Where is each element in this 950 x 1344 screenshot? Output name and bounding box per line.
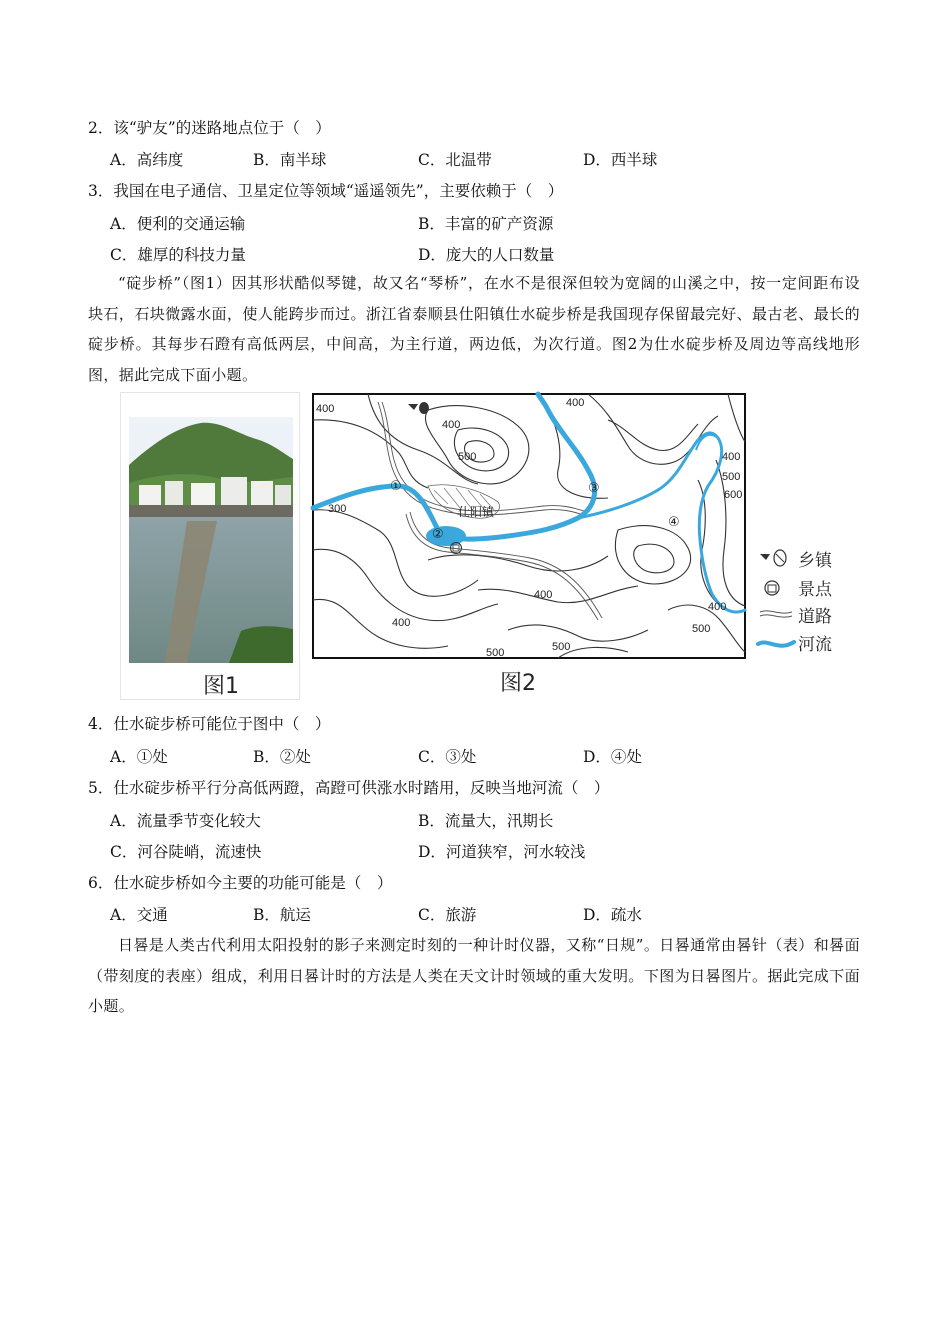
contour-label: 500 — [722, 471, 741, 483]
contour-label: 400 — [708, 601, 727, 613]
q3-option-c: C．雄厚的科技力量 — [110, 246, 246, 264]
legend-town-label: 乡镇 — [798, 551, 832, 571]
q6-option-b: B．航运 — [253, 906, 311, 924]
q4-option-c: C．③处 — [418, 748, 477, 766]
q6-option-a: A．交通 — [110, 906, 168, 924]
q3-option-d: D．庞大的人口数量 — [418, 246, 555, 264]
q3-option-b: B．丰富的矿产资源 — [418, 215, 554, 233]
q3-option-a: A．便利的交通运输 — [110, 215, 246, 233]
q5-option-c: C．河谷陡峭，流速快 — [110, 843, 262, 861]
map-border — [313, 394, 745, 658]
q2-option-d: D．西半球 — [583, 151, 658, 169]
map-legend — [758, 550, 833, 655]
contour-label: 400 — [722, 451, 741, 463]
contour-label: 500 — [458, 451, 477, 463]
legend-scenic-icon — [765, 581, 779, 595]
question-5-stem: 5．仕水碇步桥平行分高低两蹬，高蹬可供涨水时踏用，反映当地河流（ ） — [88, 779, 610, 797]
q4-option-b: B．②处 — [253, 748, 311, 766]
legend-river-icon — [758, 642, 794, 646]
legend-river-label: 河流 — [798, 635, 832, 655]
contour-label: 400 — [534, 589, 553, 601]
q4-option-d: D．④处 — [583, 748, 642, 766]
marker-4: ④ — [668, 515, 680, 530]
contour-label: 600 — [724, 489, 743, 501]
contour-label: 400 — [566, 397, 585, 409]
q5-option-b: B．流量大，汛期长 — [418, 812, 554, 830]
contour-label: 400 — [442, 419, 461, 431]
legend-town-icon — [760, 550, 786, 566]
contour-map — [308, 390, 848, 698]
q5-option-d: D．河道狭窄，河水较浅 — [418, 843, 586, 861]
contour-label: 500 — [486, 647, 505, 659]
figure-1-caption: 图1 — [203, 674, 239, 699]
passage-stepping-stone-bridge: “碇步桥”（图1）因其形状酷似琴键，故又名“琴桥”，在水不是很深但较为宽阔的山溪之中，按一定间距布设块石，石块微露水面，使人能跨步而过。浙江省泰顺县仕阳镇仕水碇步桥是我国现存保留最完好、最古老、最长的碇步桥。其每步石蹬有高低两层，中间高，为主行道，两边低，为次行道。图2为仕水碇步桥及周边等高线地形图，据此完成下面小题。 — [88, 274, 860, 384]
town-label: 仕阳镇 — [458, 505, 495, 519]
contour-label: 500 — [692, 623, 711, 635]
legend-scenic-label: 景点 — [798, 580, 832, 600]
contour-label: 400 — [392, 617, 411, 629]
q6-option-c: C．旅游 — [418, 906, 477, 924]
question-2-stem: 2．该“驴友”的迷路地点位于（ ） — [88, 119, 331, 137]
marker-2: ② — [432, 527, 444, 542]
marker-3: ③ — [588, 481, 600, 496]
legend-road-icon — [760, 611, 792, 617]
figure-2-caption: 图2 — [500, 671, 536, 696]
contour-label: 400 — [316, 403, 335, 415]
q4-option-a: A．①处 — [110, 748, 168, 766]
q5-option-a: A．流量季节变化较大 — [110, 812, 261, 830]
contour-label: 300 — [328, 503, 347, 515]
question-6-stem: 6．仕水碇步桥如今主要的功能可能是（ ） — [88, 874, 393, 892]
question-4-stem: 4．仕水碇步桥可能位于图中（ ） — [88, 715, 331, 733]
contour-label: 500 — [552, 641, 571, 653]
figure-1-frame — [120, 392, 300, 700]
marker-1: ① — [390, 479, 402, 494]
q6-option-d: D．疏水 — [583, 906, 642, 924]
question-3-stem: 3．我国在电子通信、卫星定位等领域“遥遥领先”，主要依赖于（ ） — [88, 182, 564, 200]
legend-road-label: 道路 — [798, 607, 832, 627]
stepping-stone-bridge-photo — [121, 393, 299, 699]
figure-2-frame — [308, 390, 848, 698]
q2-option-a: A．高纬度 — [110, 151, 184, 169]
q2-option-c: C．北温带 — [418, 151, 492, 169]
passage-sundial: 日晷是人类古代利用太阳投射的影子来测定时刻的一种计时仪器，又称“日规”。日晷通常由晷针（表）和晷面（带刻度的表座）组成，利用日晷计时的方法是人类在天文计时领域的重大发明。下图为日晷图片。据此完成下面小题。 — [88, 936, 860, 1015]
q2-option-b: B．南半球 — [253, 151, 327, 169]
